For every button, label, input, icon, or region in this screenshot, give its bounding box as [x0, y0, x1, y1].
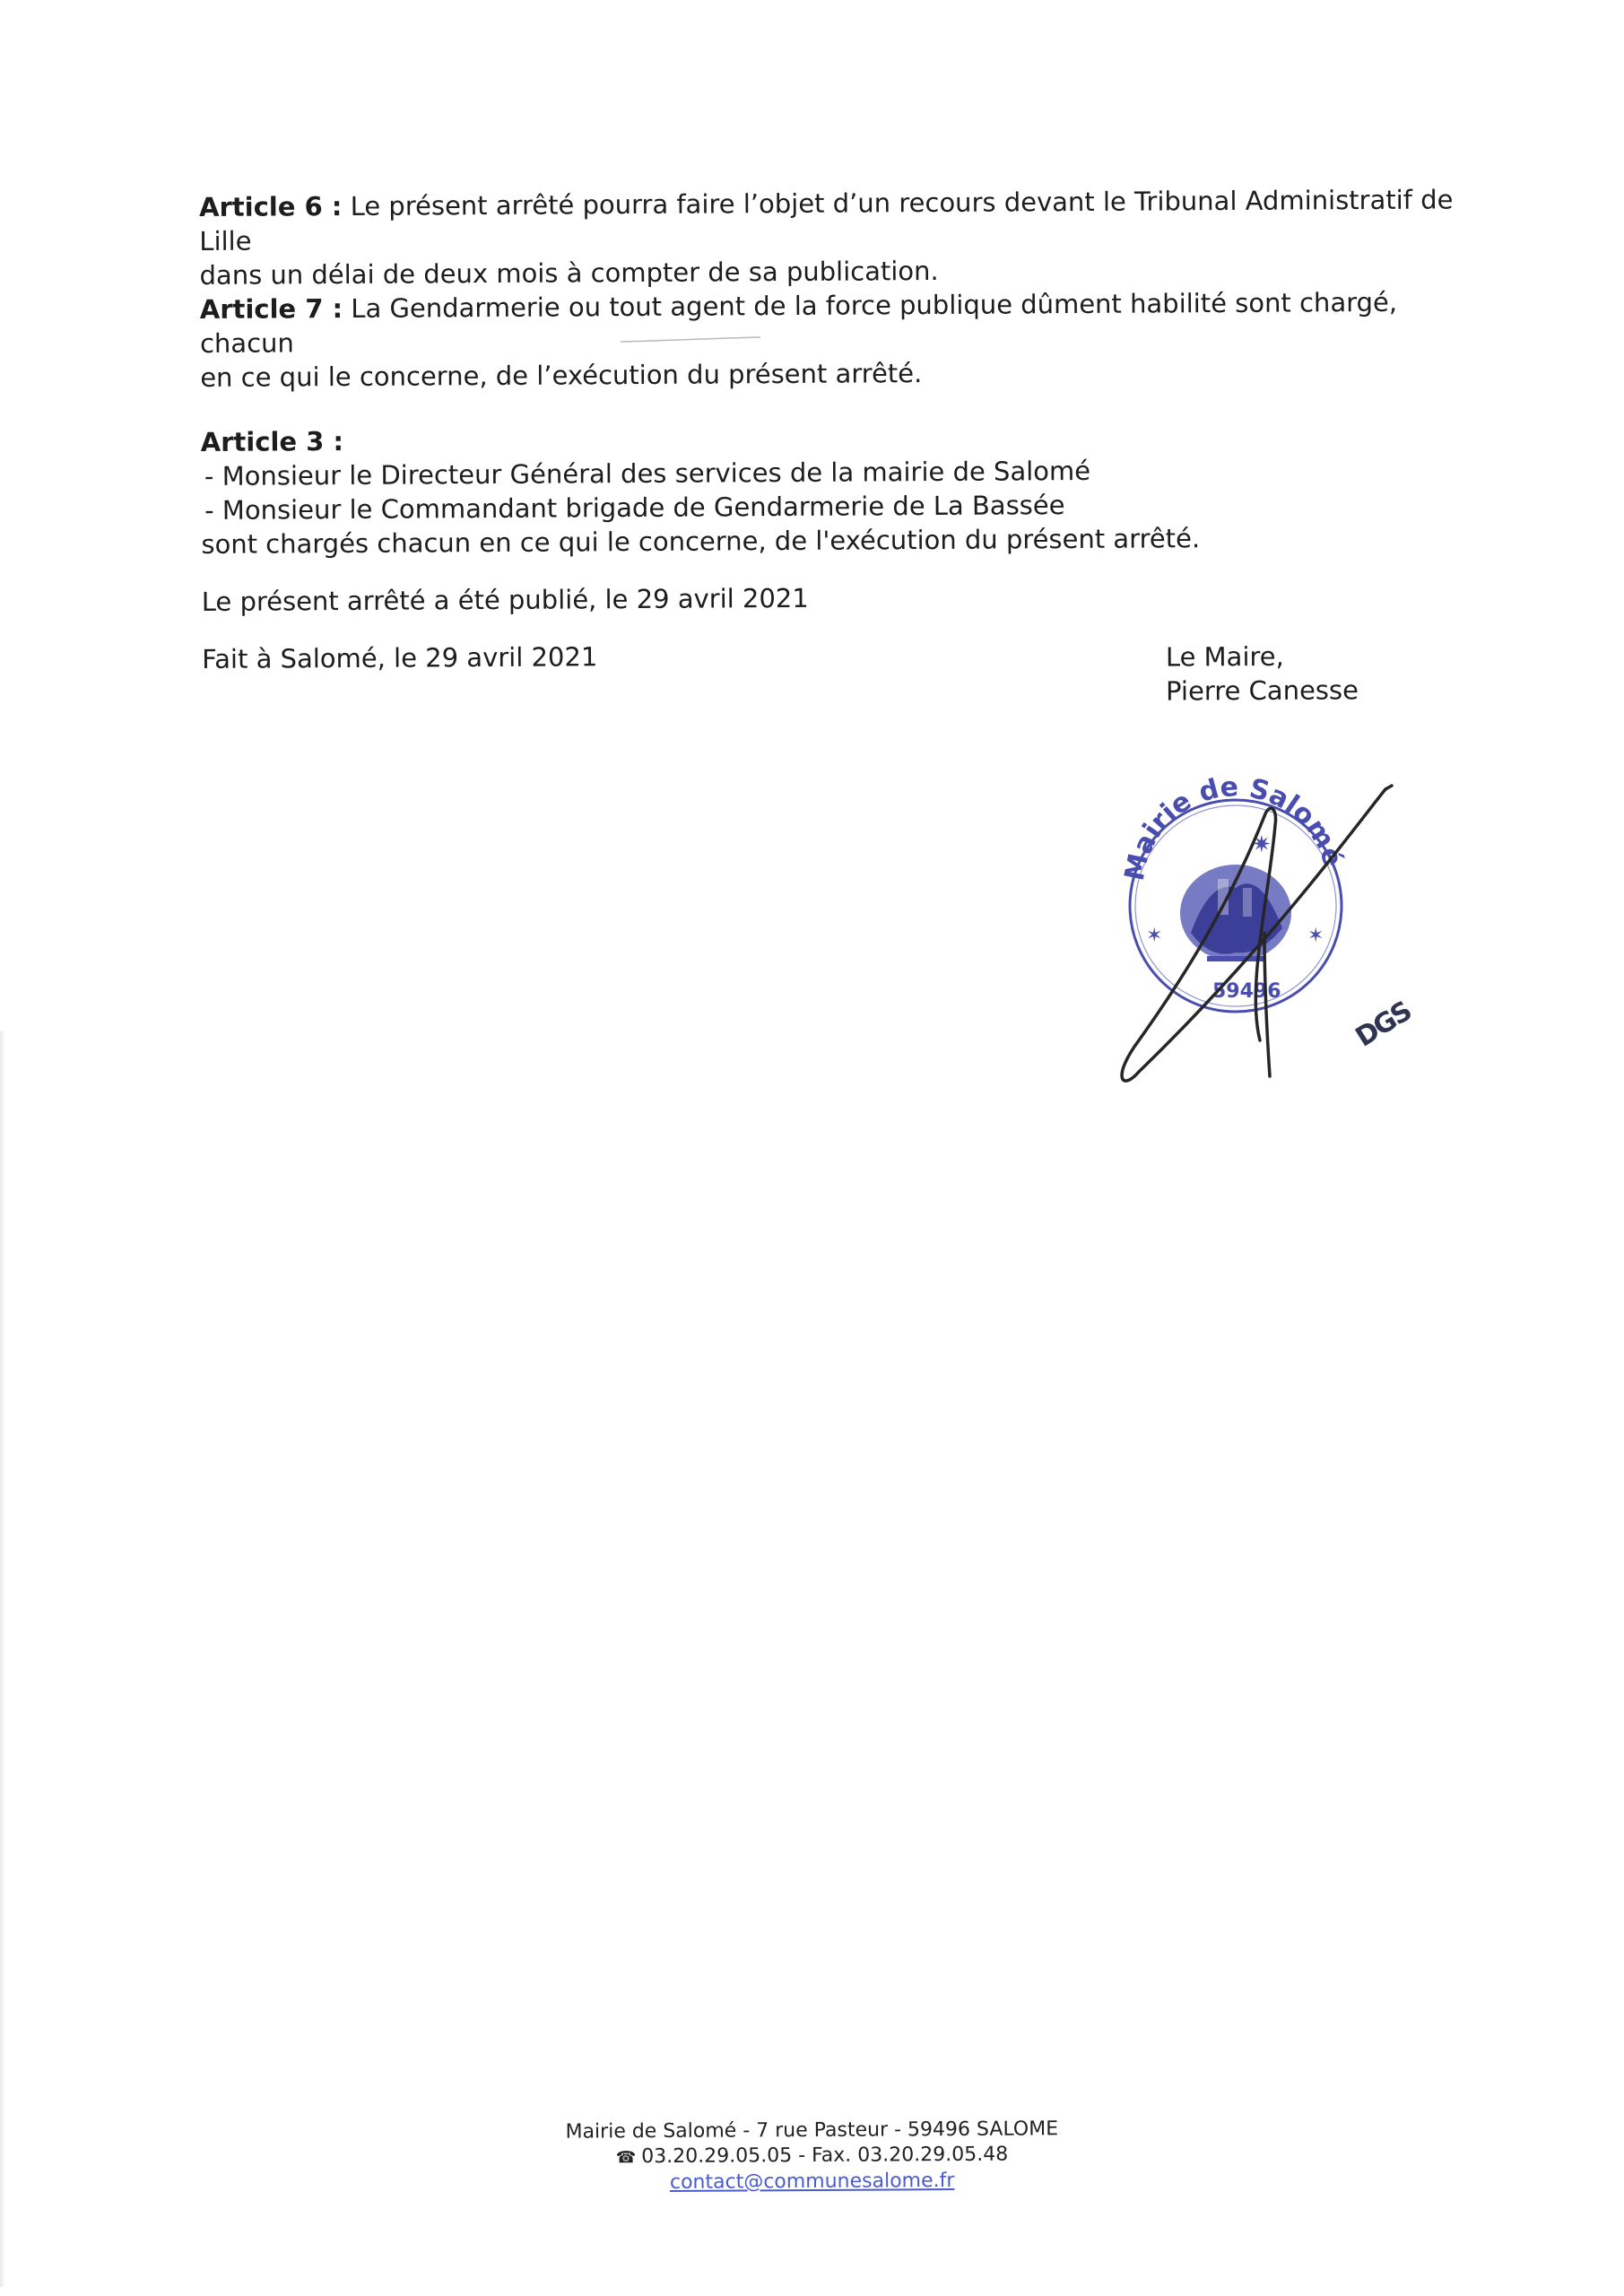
svg-text:✷: ✷	[1252, 831, 1272, 858]
scan-shadow	[0, 1031, 5, 2287]
document-body	[199, 182, 1475, 676]
signatory-name: Pierre Canesse	[1166, 674, 1359, 707]
article-7-text-line2: en ce qui le concerne, de l’exécution du présent arrêté.	[200, 358, 923, 393]
initials-mark: DGS	[1350, 996, 1417, 1054]
article-3	[201, 417, 1475, 561]
article-3-item: - Monsieur le Commandant brigade de Gendarmerie de La Bassée	[204, 490, 1065, 526]
svg-text:✶: ✶	[1146, 925, 1163, 947]
article-6	[199, 182, 1473, 292]
article-7-text-line1: La Gendarmerie ou tout agent de la force publique dûment habilité sont chargé, chacun	[199, 286, 1398, 359]
publication-notice: Le présent arrêté a été publié, le 29 avril 2021	[201, 582, 809, 617]
article-6-label: Article 6 :	[199, 191, 343, 222]
footer-email-link[interactable]: contact@communesalome.fr	[669, 2170, 955, 2194]
seal-text: Mairie de Salomé	[1118, 771, 1349, 884]
signature-block	[1166, 639, 1359, 708]
article-3-item: - Monsieur le Directeur Général des services de la mairie de Salomé	[204, 455, 1091, 491]
svg-text:✶: ✶	[1307, 925, 1324, 947]
article-7	[200, 284, 1474, 395]
signatory-title: Le Maire,	[1165, 640, 1284, 673]
footer-phone-fax: 03.20.29.05.05 - Fax. 03.20.29.05.48	[641, 2143, 1009, 2169]
telephone-icon: ☎	[615, 2148, 637, 2168]
stray-pen-mark	[619, 336, 762, 344]
article-7-label: Article 7 :	[199, 293, 343, 325]
article-6-text-line2: dans un délai de deux mois à compter de sa publication.	[199, 255, 939, 291]
article-3-closing: sont chargés chacun en ce qui le concerne, de l'exécution du présent arrêté.	[201, 523, 1201, 560]
footer-address: Mairie de Salomé - 7 rue Pasteur - 59496 SALOME	[565, 2118, 1059, 2144]
article-3-label: Article 3 :	[200, 426, 344, 457]
seal-postcode: 59496	[1212, 980, 1281, 1003]
place-and-date: Fait à Salomé, le 29 avril 2021	[202, 641, 598, 674]
page-footer	[0, 2113, 1624, 2199]
article-6-text-line1: Le présent arrêté pourra faire l’objet d’un recours devant le Tribunal Administratif de Lille	[199, 184, 1454, 257]
